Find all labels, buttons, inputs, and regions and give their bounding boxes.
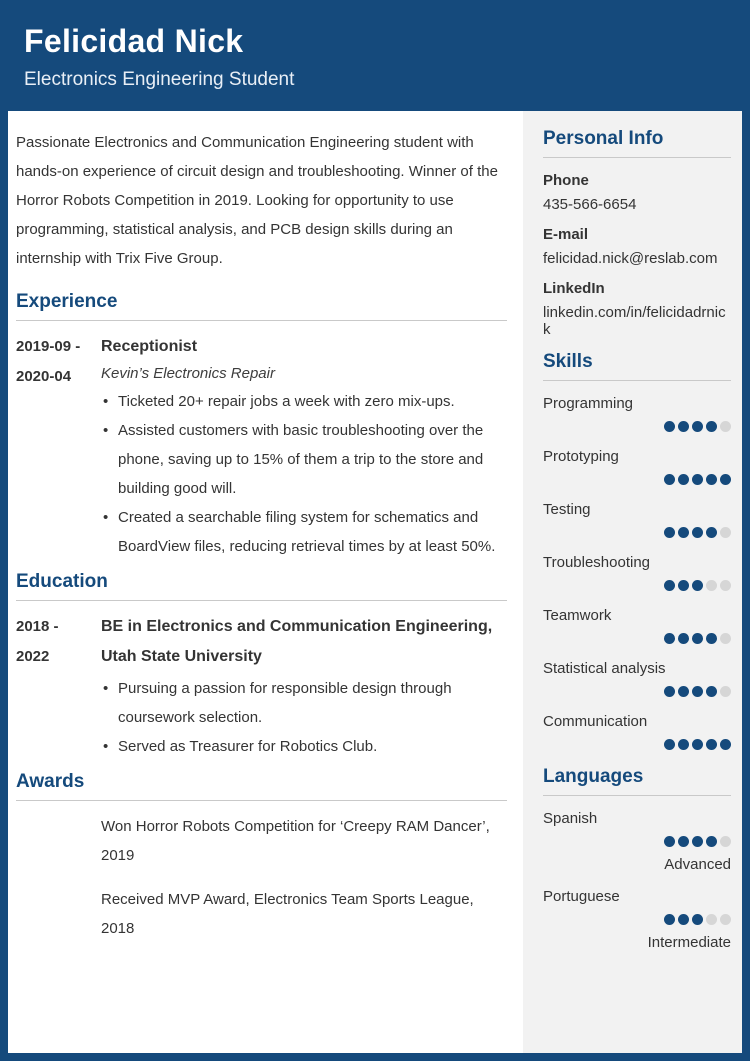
rating-dots [543,474,731,486]
rating-dot-filled [706,474,717,485]
bullet-item: • Ticketed 20+ repair jobs a week with zero mix-ups. [101,387,507,416]
skill-name: Programming [543,395,634,412]
skills-list [543,395,731,751]
rating-dot-filled [678,421,689,432]
entry-dates [16,885,101,948]
bullet-item: • Assisted customers with basic troubleshooting over the phone, saving up to 15% of them a trip to the store and building good will. [101,416,507,503]
rating-dot-filled [692,633,703,644]
rating-dot-empty [720,914,731,925]
resume-body [8,111,742,1053]
rating-dot-empty [706,580,717,591]
rating-dot-filled [706,421,717,432]
personal-info-field [543,226,731,267]
rating-dots [543,527,731,539]
experience-heading: Experience [16,291,507,321]
skill-item [543,607,731,645]
skill-name: Prototyping [543,448,619,465]
field-value: linkedin.com/in/felicidadrnick [543,304,726,338]
rating-dot-empty [720,421,731,432]
rating-dots [543,836,731,848]
rating-dot-empty [720,527,731,538]
rating-dot-empty [720,633,731,644]
rating-dot-filled [664,836,675,847]
date-line: 2018 - [16,618,59,635]
personal-info-fields [543,172,731,338]
job-title: Receptionist [101,338,198,355]
rating-dot-filled [678,527,689,538]
skills-section [543,351,731,751]
rating-dot-filled [692,421,703,432]
rating-dot-filled [678,474,689,485]
entry-dates [16,812,101,875]
date-line: 2022 [16,648,50,665]
award-text: Received MVP Award, Electronics Team Sports League, 2018 [101,891,474,937]
awards-items [16,812,507,948]
experience-items [16,332,507,561]
award-entry [16,885,507,948]
education-section [16,571,507,761]
language-name: Portuguese [543,888,620,905]
rating-dot-filled [664,686,675,697]
sidebar [523,111,742,1053]
entry-body [101,885,507,948]
rating-dot-filled [706,527,717,538]
rating-dot-filled [692,527,703,538]
bullet-item: • Created a searchable filing system for schematics and BoardView files, reducing retrieval times by at least 50%. [101,503,507,561]
entry-body [101,612,507,761]
entry-dates [16,332,101,561]
skill-name: Testing [543,501,591,518]
entry-dates [16,612,101,761]
company-name: Kevin’s Electronics Repair [101,365,275,382]
personal-info-heading: Personal Info [543,128,731,158]
rating-dot-filled [692,474,703,485]
rating-dot-filled [678,739,689,750]
rating-dot-filled [692,580,703,591]
languages-list [543,810,731,951]
rating-dots [543,739,731,751]
award-text: Won Horror Robots Competition for ‘Creepy RAM Dancer’, 2019 [101,818,490,864]
skills-heading: Skills [543,351,731,381]
main-column [8,111,523,1053]
experience-entry [16,332,507,561]
summary-text: Passionate Electronics and Communication Engineering student with hands-on experience of circuit design and troubleshooting. Winner of the Horror Robots Competition in 2019. Looking for opportunity to use programming, statistical analysis, and PCB design skills during an internship with Trix Five Group. [16,134,498,267]
language-item [543,888,731,951]
rating-dot-filled [664,633,675,644]
rating-dot-filled [720,739,731,750]
rating-dot-filled [664,914,675,925]
bullet-item: • Pursuing a passion for responsible design through coursework selection. [101,674,507,732]
candidate-job-title: Electronics Engineering Student [24,69,295,90]
resume-header [8,8,742,111]
rating-dot-filled [664,474,675,485]
degree-title: BE in Electronics and Communication Engineering, Utah State University [101,618,493,665]
rating-dot-filled [706,633,717,644]
candidate-name: Felicidad Nick [24,23,244,59]
rating-dot-filled [664,527,675,538]
bullet-item: • Served as Treasurer for Robotics Club. [101,732,507,761]
rating-dot-filled [692,836,703,847]
rating-dots [543,580,731,592]
skill-item [543,660,731,698]
language-proficiency-label: Intermediate [647,934,731,951]
awards-section [16,771,507,948]
rating-dot-filled [664,739,675,750]
bullet-list [101,387,507,561]
date-line: 2020-04 [16,368,72,385]
award-entry [16,812,507,875]
date-line: 2019-09 - [16,338,81,355]
skill-name: Teamwork [543,607,612,624]
skill-item [543,554,731,592]
rating-dot-filled [664,580,675,591]
rating-dots [543,421,731,433]
field-value: 435-566-6654 [543,196,637,213]
entry-body [101,332,507,561]
field-label: E-mail [543,226,589,243]
skill-item [543,713,731,751]
language-item [543,810,731,873]
rating-dots [543,914,731,926]
skill-name: Troubleshooting [543,554,651,571]
rating-dot-filled [692,686,703,697]
rating-dot-filled [678,914,689,925]
languages-section [543,766,731,951]
rating-dot-filled [678,686,689,697]
bullet-list [101,674,507,761]
rating-dots [543,686,731,698]
education-items [16,612,507,761]
education-heading: Education [16,571,507,601]
awards-heading: Awards [16,771,507,801]
skill-item [543,448,731,486]
languages-heading: Languages [543,766,731,796]
rating-dot-filled [678,633,689,644]
rating-dot-filled [706,686,717,697]
rating-dot-filled [678,836,689,847]
language-proficiency-label: Advanced [664,856,731,873]
field-label: LinkedIn [543,280,605,297]
entry-body [101,812,507,875]
field-label: Phone [543,172,589,189]
field-value: felicidad.nick@reslab.com [543,250,718,267]
skill-item [543,395,731,433]
rating-dot-filled [720,474,731,485]
experience-section [16,291,507,561]
personal-info-field [543,280,731,338]
rating-dots [543,633,731,645]
rating-dot-filled [706,739,717,750]
rating-dot-filled [706,836,717,847]
personal-info-field [543,172,731,213]
personal-info-section [543,128,731,338]
skill-name: Communication [543,713,648,730]
rating-dot-filled [692,914,703,925]
education-entry [16,612,507,761]
rating-dot-empty [720,686,731,697]
rating-dot-filled [692,739,703,750]
skill-item [543,501,731,539]
rating-dot-empty [706,914,717,925]
skill-name: Statistical analysis [543,660,666,677]
rating-dot-empty [720,836,731,847]
rating-dot-filled [664,421,675,432]
rating-dot-filled [678,580,689,591]
rating-dot-empty [720,580,731,591]
language-name: Spanish [543,810,598,827]
